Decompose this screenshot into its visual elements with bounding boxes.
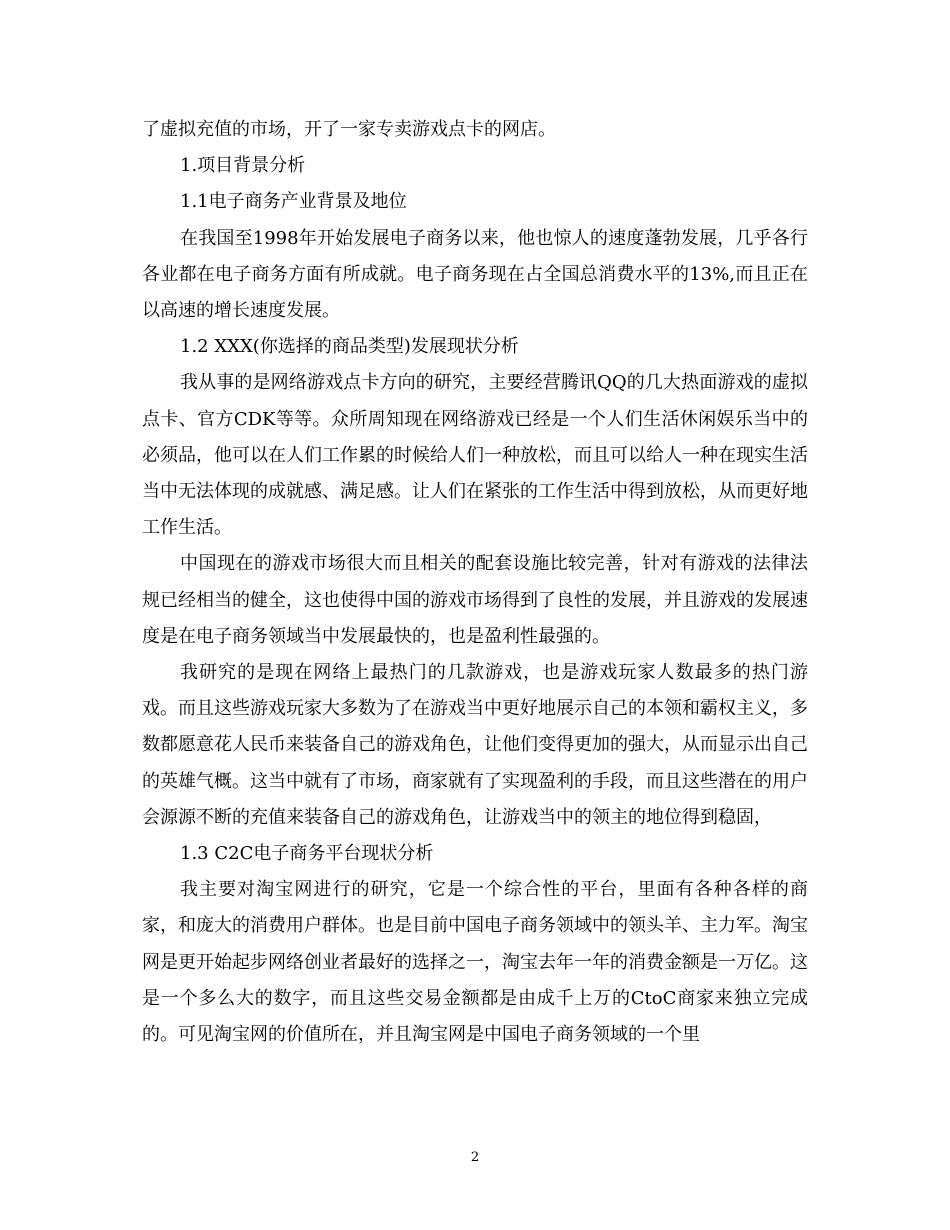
page-number: 2 [470, 1150, 480, 1165]
paragraph: 我研究的是现在网络上最热门的几款游戏，也是游戏玩家人数最多的热门游戏。而且这些游戏玩家大多数为了在游戏当中更好地展示自己的本领和霸权主义，多数都愿意花人民币来装备自己的游戏角色，让他们变得更加的强大，从而显示出自己的英雄气概。这当中就有了市场，商家就有了实现盈利的手段，而且这些潜在的用户会源源不断的充值来装备自己的游戏角色，让游戏当中的领主的地位得到稳固， [142, 662, 808, 828]
subsection-heading: 1.1电子商务产业背景及地位 [180, 191, 407, 213]
paragraph: 我从事的是网络游戏点卡方向的研究，主要经营腾讯QQ的几大热面游戏的虚拟点卡、官方CDK等等。众所周知现在网络游戏已经是一个人们生活休闲娱乐当中的必须品，他可以在人们工作累的时候给人们一种放松，而且可以给人一种在现实生活当中无法体现的成就感、满足感。让人们在紧张的工作生活中得到放松，从而更好地工作生活。 [142, 372, 808, 539]
paragraph: 中国现在的游戏市场很大而且相关的配套设施比较完善，针对有游戏的法律法规已经相当的健全，这也使得中国的游戏市场得到了良性的发展，并且游戏的发展速度是在电子商务领域当中发展最快的，也是盈利性最强的。 [142, 553, 808, 647]
section-heading: 1.项目背景分析 [180, 155, 306, 177]
paragraph: 我主要对淘宝网进行的研究，它是一个综合性的平台，里面有各种各样的商家，和庞大的消费用户群体。也是目前中国电子商务领域中的领头羊、主力军。淘宝网是更开始起步网络创业者最好的选择之一，淘宝去年一年的消费金额是一万亿。这是一个多么大的数字，而且这些交易金额都是由成千上万的CtoC商家来独立完成的。可见淘宝网的价值所在，并且淘宝网是中国电子商务领域的一个里 [142, 879, 808, 1046]
paragraph: 在我国至1998年开始发展电子商务以来，他也惊人的速度蓬勃发展，几乎各行各业都在电子商务方面有所成就。电子商务现在占全国总消费水平的13%,而且正在以高速的增长速度发展。 [142, 227, 808, 322]
paragraph: 了虚拟充值的市场，开了一家专卖游戏点卡的网店。 [142, 119, 556, 140]
subsection-heading: 1.2 XXX(你选择的商品类型)发展现状分析 [180, 336, 519, 358]
body-text [142, 112, 808, 1053]
subsection-heading: 1.3 C2C电子商务平台现状分析 [180, 843, 434, 865]
